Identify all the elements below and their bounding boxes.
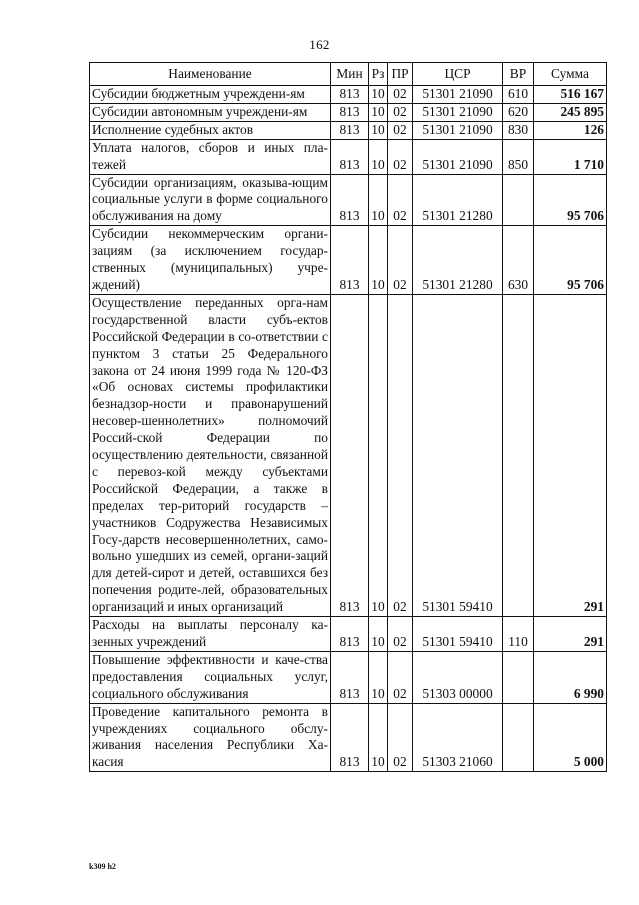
row-csr: 51301 21090 [413,103,503,121]
row-rz: 10 [369,121,388,139]
table-body [90,86,607,772]
header-vr: ВР [503,63,534,86]
row-sum: 5 000 [534,703,607,772]
table-row [90,651,607,703]
row-vr: 830 [503,121,534,139]
row-csr: 51303 21060 [413,703,503,772]
header-min: Мин [331,63,369,86]
table-row [90,703,607,772]
row-min: 813 [331,174,369,226]
row-sum: 126 [534,121,607,139]
row-min: 813 [331,121,369,139]
row-rz: 10 [369,617,388,652]
row-min: 813 [331,294,369,616]
table-row [90,174,607,226]
row-pr: 02 [388,226,413,295]
row-vr: 620 [503,103,534,121]
header-rz: Рз [369,63,388,86]
row-min: 813 [331,86,369,104]
row-vr: 110 [503,617,534,652]
row-csr: 51301 59410 [413,294,503,616]
table-row [90,226,607,295]
row-rz: 10 [369,226,388,295]
row-min: 813 [331,703,369,772]
table-row [90,121,607,139]
row-rz: 10 [369,703,388,772]
header-pr: ПР [388,63,413,86]
row-sum: 291 [534,294,607,616]
row-csr: 51301 21090 [413,86,503,104]
row-csr: 51303 00000 [413,651,503,703]
page-number: 162 [309,37,330,52]
row-name: Субсидии бюджетным учреждени-ям [90,86,331,104]
row-pr: 02 [388,139,413,174]
row-sum: 95 706 [534,174,607,226]
row-vr: 610 [503,86,534,104]
row-name: Повышение эффективности и каче-ства предоставления социальных услуг, социального обслуживания [90,651,331,703]
footer-code: k309 h2 [89,862,116,871]
row-min: 813 [331,139,369,174]
row-pr: 02 [388,121,413,139]
table-row [90,103,607,121]
row-csr: 51301 21280 [413,174,503,226]
row-min: 813 [331,617,369,652]
row-sum: 245 895 [534,103,607,121]
row-pr: 02 [388,174,413,226]
row-sum: 1 710 [534,139,607,174]
row-pr: 02 [388,617,413,652]
row-pr: 02 [388,294,413,616]
row-csr: 51301 21090 [413,121,503,139]
row-pr: 02 [388,703,413,772]
row-name: Субсидии некоммерческим органи-зациям (за исключением государ-ственных (муниципальных) учре-ждений) [90,226,331,295]
header-sum: Сумма [534,63,607,86]
row-pr: 02 [388,103,413,121]
row-sum: 291 [534,617,607,652]
header-row [90,63,607,86]
row-name: Уплата налогов, сборов и иных пла-тежей [90,139,331,174]
row-name: Расходы на выплаты персоналу ка-зенных учреждений [90,617,331,652]
row-rz: 10 [369,103,388,121]
row-csr: 51301 59410 [413,617,503,652]
row-name: Субсидии автономным учреждени-ям [90,103,331,121]
row-rz: 10 [369,86,388,104]
header-name: Наименование [90,63,331,86]
row-vr [503,703,534,772]
row-csr: 51301 21090 [413,139,503,174]
budget-table [89,62,607,772]
table-row [90,617,607,652]
row-csr: 51301 21280 [413,226,503,295]
row-name: Исполнение судебных актов [90,121,331,139]
row-name: Проведение капитального ремонта в учреждениях социального обслу-живания населения Республики Ха-касия [90,703,331,772]
row-vr [503,174,534,226]
row-vr: 850 [503,139,534,174]
table-header [90,63,607,86]
row-pr: 02 [388,651,413,703]
row-name: Осуществление переданных орга-нам государственной власти субъ-ектов Российской Федерации в со-ответствии с пунктом 3 статьи 25 Федерального закона от 24 июня 1999 года № 120-ФЗ «Об основах системы профилактики безнадзор-ности и правонарушений несовер-шеннолетних» полномочий Россий-ской Федерации по осуществлению деятельности, связанной с перевоз-кой между субъектами Российской Федерации, а также в пределах тер-риторий государств – участников Содружества Независимых Госу-дарств несовершеннолетних, само-вольно ушедших из семей, органи-заций для детей-сирот и детей, оставшихся без попечения родите-лей, образовательных организаций и иных организаций [90,294,331,616]
row-vr: 630 [503,226,534,295]
row-sum: 95 706 [534,226,607,295]
header-csr: ЦСР [413,63,503,86]
row-pr: 02 [388,86,413,104]
row-rz: 10 [369,139,388,174]
row-vr [503,651,534,703]
row-vr [503,294,534,616]
row-rz: 10 [369,651,388,703]
table-row [90,139,607,174]
row-rz: 10 [369,294,388,616]
table-row [90,294,607,616]
row-rz: 10 [369,174,388,226]
row-name: Субсидии организациям, оказыва-ющим социальные услуги в форме социального обслуживания на дому [90,174,331,226]
table-row [90,86,607,104]
row-min: 813 [331,226,369,295]
row-sum: 6 990 [534,651,607,703]
row-min: 813 [331,651,369,703]
row-min: 813 [331,103,369,121]
row-sum: 516 167 [534,86,607,104]
